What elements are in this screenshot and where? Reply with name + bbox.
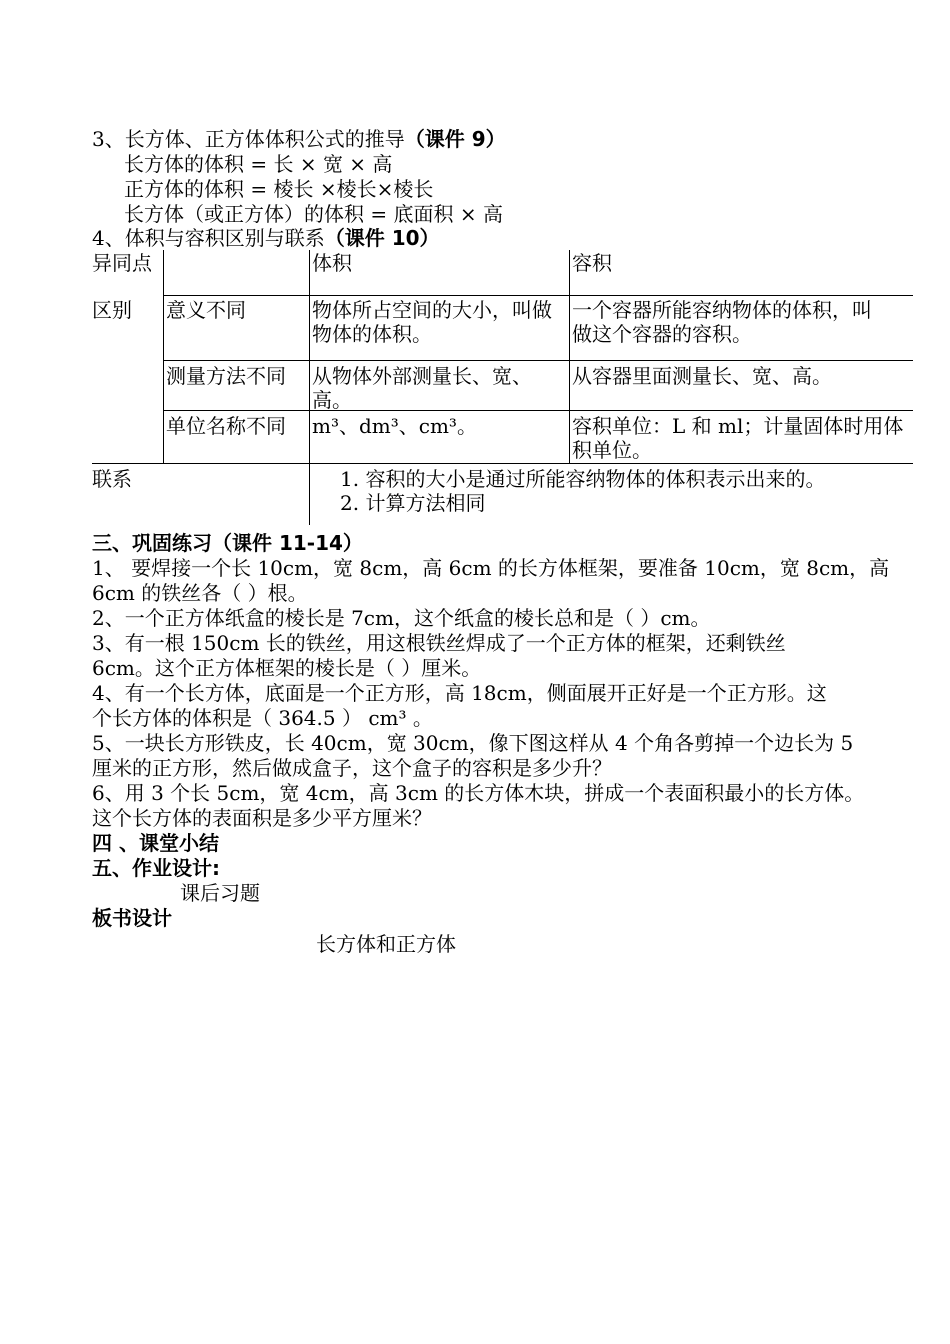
row-meaning-volume-line1: 物体所占空间的大小，叫做 bbox=[312, 298, 552, 322]
question-4-line1: 4、有一个长方体，底面是一个正方形，高 18cm，侧面展开正好是一个正方形。这 bbox=[92, 681, 827, 705]
row-unit-capacity-line1: 容积单位：L 和 ml；计量固体时用体 bbox=[572, 414, 904, 438]
section3-heading-ref: （课件 9） bbox=[404, 127, 506, 151]
relation-content bbox=[340, 467, 825, 515]
question-5-line2: 厘米的正方形，然后做成盒子，这个盒子的容积是多少升？ bbox=[92, 756, 612, 780]
row-method-volume-line2: 高。 bbox=[312, 388, 352, 412]
section3-heading bbox=[92, 127, 506, 151]
question-3-line2: 6cm。这个正方体框架的棱长是（ ）厘米。 bbox=[92, 656, 482, 680]
board-heading: 板书设计 bbox=[92, 906, 172, 930]
question-2: 2、一个正方体纸盒的棱长是 7cm，这个纸盒的棱长总和是（ ）cm。 bbox=[92, 606, 711, 630]
question-1-line1: 1、 要焊接一个长 10cm，宽 8cm，高 6cm 的长方体框架，要准备 10cm，宽 8cm，高 bbox=[92, 556, 890, 580]
row-method-capacity: 从容器里面测量长、宽、高。 bbox=[572, 364, 832, 388]
row-method-aspect: 测量方法不同 bbox=[166, 364, 286, 388]
question-1-line2: 6cm 的铁丝各（ ）根。 bbox=[92, 581, 308, 605]
row-meaning-aspect: 意义不同 bbox=[166, 298, 246, 322]
question-3-line1: 3、有一根 150cm 长的铁丝，用这根铁丝焊成了一个正方体的框架，还剩铁丝 bbox=[92, 631, 786, 655]
question-6-line2: 这个长方体的表面积是多少平方厘米？ bbox=[92, 806, 432, 830]
summary-heading: 四 、课堂小结 bbox=[92, 831, 219, 855]
table-rule bbox=[92, 463, 913, 464]
formula-cube: 正方体的体积 = 棱长 ×棱长×棱长 bbox=[124, 177, 434, 201]
header-volume: 体积 bbox=[312, 251, 352, 275]
difference-label: 区别 bbox=[92, 298, 132, 322]
table-rule bbox=[163, 410, 913, 411]
table-rule bbox=[163, 250, 164, 463]
table-rule bbox=[163, 295, 913, 296]
row-unit-capacity-line2: 积单位。 bbox=[572, 438, 652, 462]
homework-item: 课后习题 bbox=[180, 881, 260, 905]
table-rule bbox=[163, 360, 913, 361]
row-meaning-volume bbox=[312, 298, 552, 346]
formula-base-area: 长方体（或正方体）的体积 = 底面积 × 高 bbox=[124, 202, 503, 226]
question-5-line1: 5、一块长方形铁皮，长 40cm，宽 30cm，像下图这样从 4 个角各剪掉一个边长为 5 bbox=[92, 731, 854, 755]
table-rule bbox=[569, 250, 570, 463]
row-meaning-capacity-line1: 一个容器所能容纳物体的体积，叫 bbox=[572, 298, 872, 322]
question-6-line1: 6、用 3 个长 5cm，宽 4cm，高 3cm 的长方体木块，拼成一个表面积最小的长方体。 bbox=[92, 781, 865, 805]
row-meaning-volume-line2: 物体的体积。 bbox=[312, 322, 432, 346]
section3-heading-text: 3、长方体、正方体体积公式的推导 bbox=[92, 127, 405, 151]
row-meaning-capacity bbox=[572, 298, 872, 346]
formula-cuboid: 长方体的体积 = 长 × 宽 × 高 bbox=[124, 152, 393, 176]
practice-heading: 三、巩固练习（课件 11-14） bbox=[92, 531, 363, 555]
section4-heading-text: 4、体积与容积区别与联系 bbox=[92, 226, 325, 250]
row-meaning-capacity-line2: 做这个容器的容积。 bbox=[572, 322, 752, 346]
section4-heading bbox=[92, 226, 440, 250]
homework-heading: 五、作业设计: bbox=[92, 856, 220, 880]
row-method-volume-line1: 从物体外部测量长、宽、 bbox=[312, 364, 532, 388]
relation-label: 联系 bbox=[92, 467, 132, 491]
relation-line1: 1. 容积的大小是通过所能容纳物体的体积表示出来的。 bbox=[340, 467, 826, 491]
row-method-volume bbox=[312, 364, 532, 412]
header-capacity: 容积 bbox=[572, 251, 612, 275]
row-unit-capacity bbox=[572, 414, 903, 462]
table-rule bbox=[309, 250, 310, 525]
relation-line2: 2. 计算方法相同 bbox=[340, 491, 486, 515]
row-unit-aspect: 单位名称不同 bbox=[166, 414, 286, 438]
question-4-line2: 个长方体的体积是（ 364.5 ） cm³ 。 bbox=[92, 706, 433, 730]
board-title: 长方体和正方体 bbox=[316, 932, 456, 956]
section4-heading-ref: （课件 10） bbox=[324, 226, 440, 250]
row-unit-volume: m³、dm³、cm³。 bbox=[312, 414, 477, 438]
header-similarities: 异同点 bbox=[92, 251, 152, 275]
